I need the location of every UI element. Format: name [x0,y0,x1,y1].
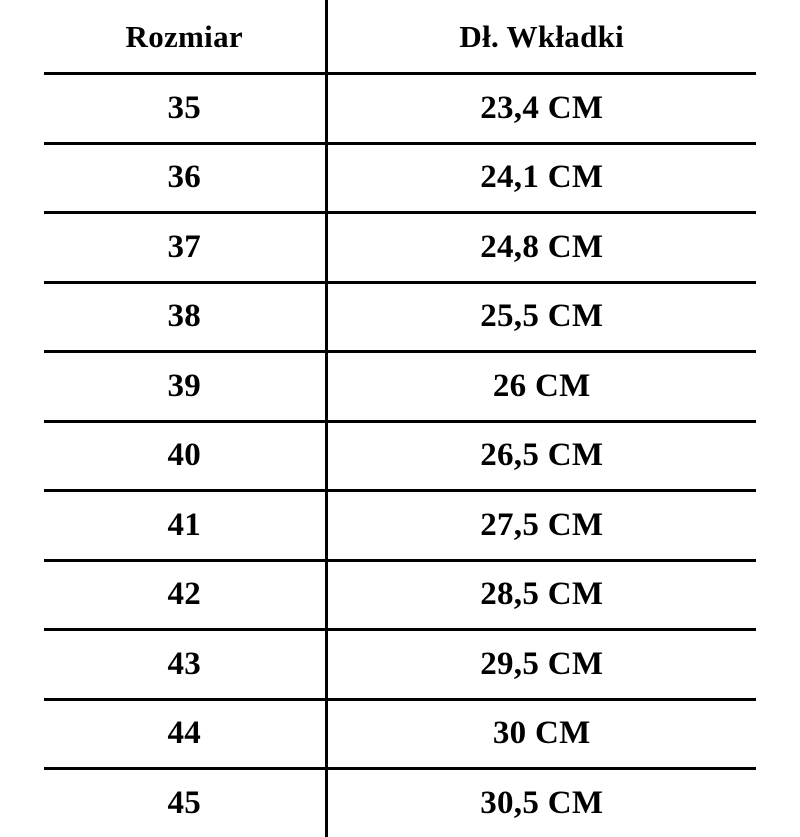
cell-insole-length: 23,4 CM [326,74,756,144]
table-row [44,143,756,213]
cell-insole-length: 30,5 CM [326,769,756,837]
table-row [44,491,756,561]
cell-insole-length: 26,5 CM [326,421,756,491]
cell-size: 39 [44,352,326,422]
table-row [44,213,756,283]
table-row [44,352,756,422]
cell-size: 36 [44,143,326,213]
cell-size: 40 [44,421,326,491]
cell-size: 41 [44,491,326,561]
cell-insole-length: 25,5 CM [326,282,756,352]
cell-insole-length: 30 CM [326,699,756,769]
cell-size: 35 [44,74,326,144]
cell-size: 37 [44,213,326,283]
cell-size: 44 [44,699,326,769]
shoe-size-table [44,0,756,837]
cell-insole-length: 24,8 CM [326,213,756,283]
cell-size: 42 [44,560,326,630]
cell-insole-length: 24,1 CM [326,143,756,213]
column-header-insole-length: Dł. Wkładki [326,0,756,74]
table-header [44,0,756,74]
column-header-size: Rozmiar [44,0,326,74]
cell-insole-length: 27,5 CM [326,491,756,561]
cell-size: 45 [44,769,326,837]
table-row [44,421,756,491]
table-row [44,699,756,769]
cell-insole-length: 28,5 CM [326,560,756,630]
cell-size: 38 [44,282,326,352]
cell-size: 43 [44,630,326,700]
cell-insole-length: 29,5 CM [326,630,756,700]
table-row [44,630,756,700]
table-row [44,769,756,837]
table-header-row [44,0,756,74]
table-row [44,560,756,630]
cell-insole-length: 26 CM [326,352,756,422]
table-row [44,74,756,144]
table-row [44,282,756,352]
table-body [44,74,756,837]
